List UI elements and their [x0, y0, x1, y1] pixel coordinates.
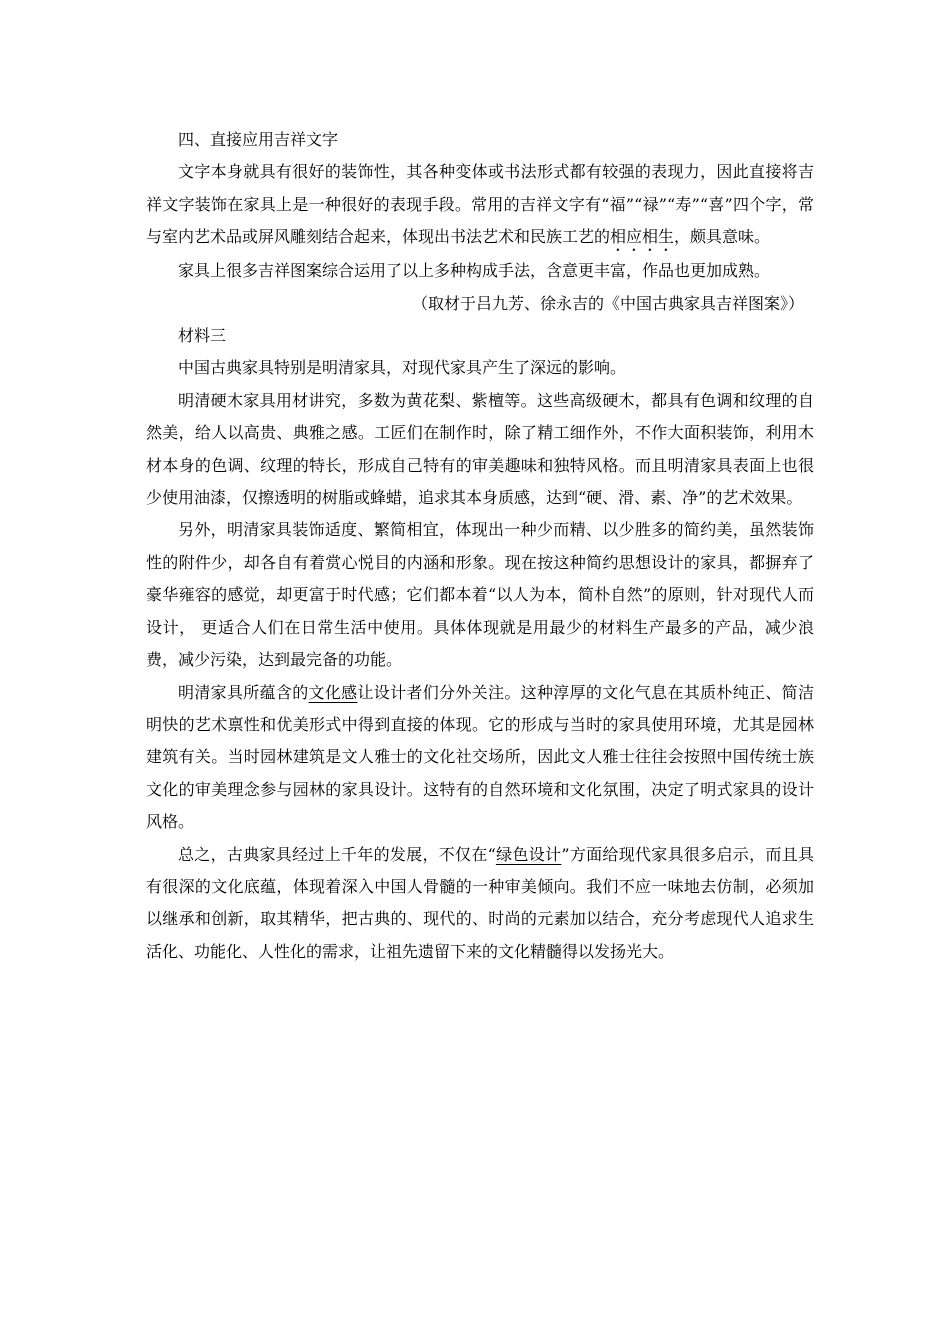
paragraph-conclusion — [146, 839, 814, 969]
paragraph-lucky-text — [146, 156, 814, 255]
paragraph-influence: 中国古典家具特别是明清家具，对现代家具产生了深远的影响。 — [178, 358, 627, 378]
material-three-heading: 材料三 — [178, 326, 227, 346]
paragraph-simplicity: 另外，明清家具装饰适度、繁简相宜，体现出一种少而精、以少胜多的简约美，虽然装饰性的附件少，却各自有着赏心悦目的内涵和形象。现在按这种简约思想设计的家具，都摒弃了豪华雍容的感觉，却更富于时代感；它们都本着“以人为本，简朴自然”的原则，针对现代人而设计， 更适合人们在日常生活中使用。具体体现就是用最少的材料生产最多的产品，减少浪费，减少污染，达到最完备的功能。 — [146, 520, 814, 670]
paragraph-combined-methods: 家具上很多吉祥图案综合运用了以上多种构成手法，含意更丰富，作品也更加成熟。 — [178, 261, 771, 281]
paragraph-conclusion-part1: 总之，古典家具经过上千年的发展，不仅在“ — [178, 844, 496, 864]
paragraph-cultural-sense — [146, 677, 814, 839]
paragraph-conclusion-part2: ”方面给现代家具很多启示，而且具有很深的文化底蕴，体现着深入中国人骨髓的一种审美倾向。我们不应一味地去仿制，必须加以继承和创新，取其精华，把古典的、现代的、时尚的元素加以结合，充分考虑现代人追求生活化、功能化、人性化的需求，让祖先遗留下来的文化精髓得以发扬光大。 — [146, 844, 814, 961]
paragraph-cultural-part2: 让设计者们分外关注。这种淳厚的文化气息在其质朴纯正、简洁明快的艺术禀性和优美形式中得到直接的体现。它的形成与当时的家具使用环境，尤其是园林建筑有关。当时园林建筑是文人雅士的文化社交场所，因此文人雅士往往会按照中国传统士族文化的审美理念参与园林的家具设计。这特有的自然环境和文化氛围，决定了明式家具的设计风格。 — [146, 682, 814, 832]
underlined-term-green-design: 绿色设计 — [495, 844, 562, 864]
emphasized-phrase: 相应相生 — [610, 227, 675, 247]
paragraph-lucky-text-part2: ，颇具意味。 — [674, 227, 771, 247]
underlined-term-culture: 文化感 — [308, 682, 358, 702]
section-heading-direct-text: 四、直接应用吉祥文字 — [178, 130, 339, 149]
source-citation: （取材于吕九芳、徐永吉的《中国古典家具吉祥图案》） — [411, 293, 804, 313]
paragraph-hardwood: 明清硬木家具用材讲究，多数为黄花梨、紫檀等。这些高级硬木，都具有色调和纹理的自然美，给人以高贵、典雅之感。工匠们在制作时，除了精工细作外，不作大面积装饰，利用木材本身的色调、纹理的特长，形成自己特有的审美趣味和独特风格。而且明清家具表面上也很少使用油漆，仅擦透明的树脂或蜂蜡，追求其本身质感，达到“硬、滑、素、净”的艺术效果。 — [146, 390, 814, 508]
document-page — [146, 124, 814, 968]
paragraph-cultural-part1: 明清家具所蕴含的 — [178, 682, 309, 702]
paragraph-lucky-text-part1: 文字本身就具有很好的装饰性，其各种变体或书法形式都有较强的表现力，因此直接将吉祥文字装饰在家具上是一种很好的表现手段。常用的吉祥文字有“福”“禄”“寿”“喜”四个字，常与室内艺术品或屏风雕刻结合起来，体现出书法艺术和民族工艺的 — [146, 162, 814, 247]
